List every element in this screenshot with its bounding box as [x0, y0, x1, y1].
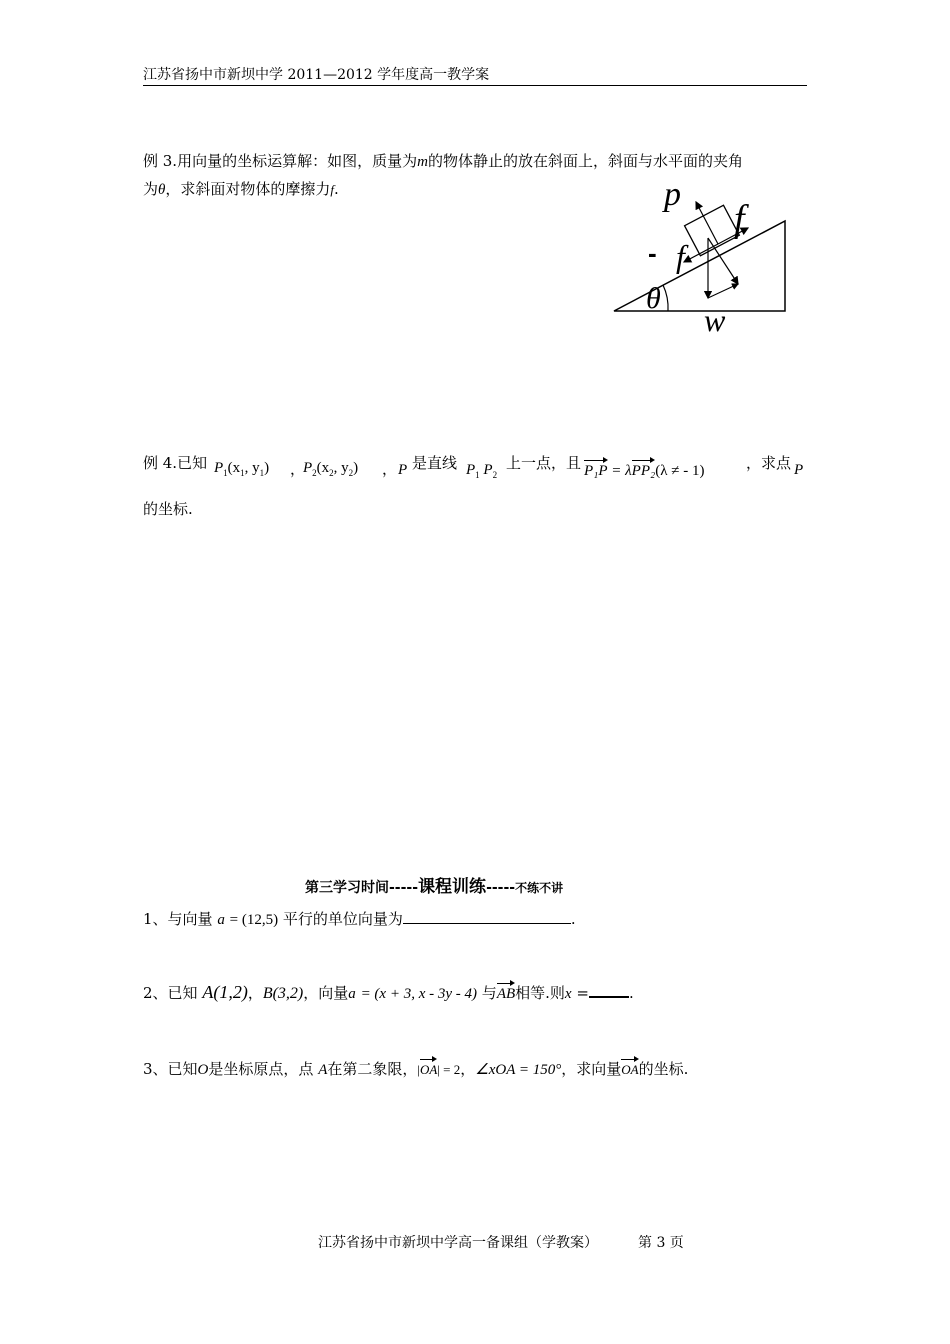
point-a: A(1,2) — [202, 982, 248, 1002]
example3-text: 为 — [143, 180, 159, 198]
label-f: f — [734, 198, 745, 240]
example4-on-point: 上一点，且 — [506, 454, 582, 472]
example4-comma2: ， — [382, 460, 398, 478]
header-rule — [143, 85, 807, 86]
page-footer: 江苏省扬中市新坝中学高一备课组（学教案） — [318, 1235, 598, 1251]
incline-figure — [600, 176, 800, 340]
question-2: 2、已知 A(1,2)，B(3,2)，向量a = (x + 3, x - 3y - 4) 与AB相等.则x = . — [143, 982, 634, 1002]
example4-prefix: 例 4.已知 — [143, 454, 208, 472]
block — [685, 205, 740, 256]
example3-line2 — [143, 178, 339, 199]
vector-ab: AB — [496, 986, 516, 1002]
example4-line2: 的坐标. — [143, 500, 193, 518]
point-b: B(3,2) — [262, 985, 304, 1002]
example4-p-end: P — [794, 462, 804, 478]
example3-text: 例 3.用向量的坐标运算解：如图，质量为 — [143, 152, 418, 170]
example4-vector-eq: P₁P = λPP₂(λ ≠ - 1) — [584, 463, 705, 479]
example4-line: $P_1$ $P_2$ — [466, 462, 498, 480]
example3-text: . — [334, 180, 339, 198]
vector-pp2: PP₂ — [631, 463, 656, 479]
var-m: m — [417, 154, 428, 170]
vector-p1p: P₁P — [584, 463, 608, 479]
example4-p1: $P_1(x_1$, $y_1$) — [214, 460, 270, 478]
example4-comma1: ， — [290, 460, 306, 478]
question-1: 1、与向量 a = (12,5) 平行的单位向量为 . — [143, 910, 576, 928]
resolve-arrow — [708, 284, 738, 298]
example3-line1 — [143, 150, 743, 171]
example4-p2: $P_2(x_2$, $y_2$) — [303, 460, 359, 478]
angle-arc — [663, 285, 668, 311]
answer-blank-2[interactable] — [589, 982, 629, 998]
vector-oa: OA — [419, 1062, 438, 1077]
var-f: f — [330, 182, 335, 197]
question-3: 3、已知O是坐标原点，点 A在第二象限，|OA| = 2，∠xOA = 150°，求向量OA的坐标. — [143, 1060, 689, 1078]
example4-ask: ，求点 — [746, 454, 792, 472]
label-p: p — [664, 176, 681, 213]
label-minus-f: f — [676, 238, 685, 274]
example3-text: ，求斜面对物体的摩擦力 — [165, 180, 331, 198]
example4-mid: 是直线 — [412, 454, 458, 472]
page-number: 第 3 页 — [638, 1235, 684, 1251]
example3-text: 的物体静止的放在斜面上，斜面与水平面的夹角 — [427, 152, 743, 170]
var-theta: θ — [158, 182, 166, 198]
section-title: 第三学习时间-----课程训练-----不练不讲 — [305, 877, 564, 897]
example4-p: P — [398, 462, 408, 478]
label-theta: θ — [646, 282, 661, 315]
answer-blank-1[interactable] — [403, 909, 571, 924]
var-a: a — [217, 912, 225, 928]
label-w: w — [704, 302, 726, 338]
vector-oa-2: OA — [621, 1062, 639, 1077]
label-minus: - — [648, 238, 657, 268]
component-arrow — [708, 238, 738, 284]
page-header: 江苏省扬中市新坝中学 2011—2012 学年度高一教学案 — [143, 67, 490, 83]
